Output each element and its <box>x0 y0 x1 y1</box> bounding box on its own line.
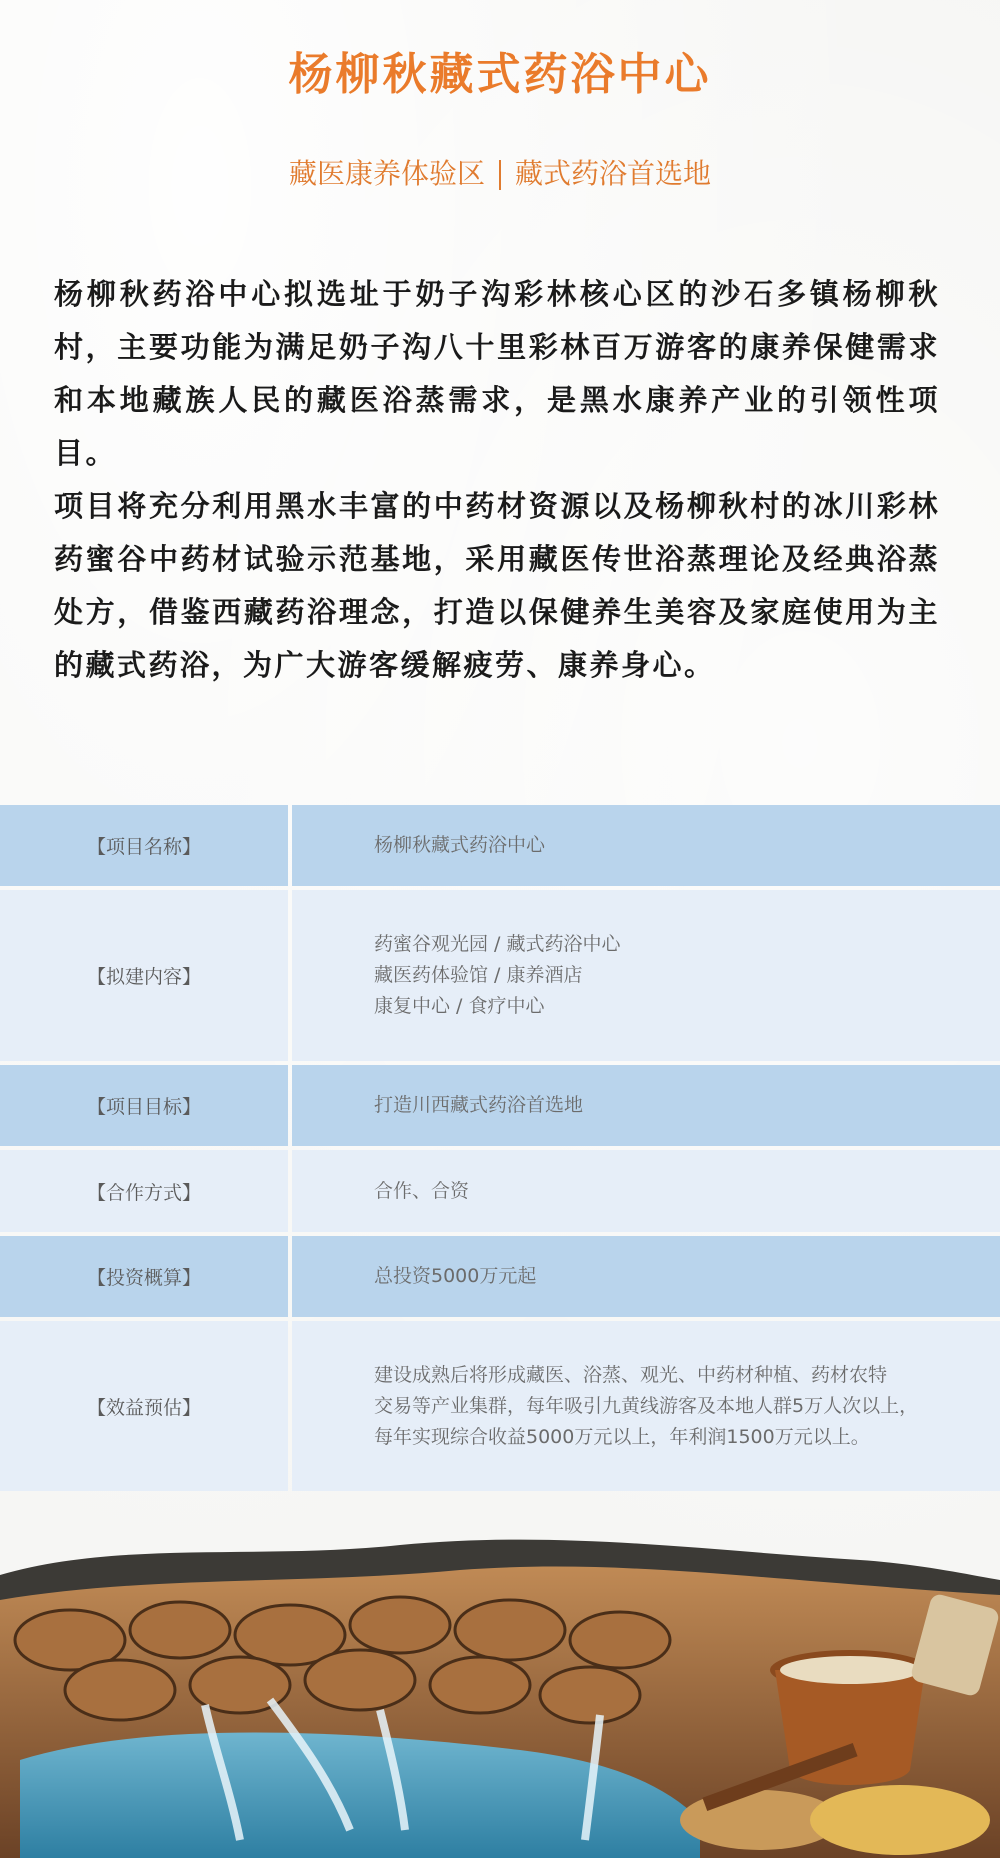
row-value <box>292 1236 1000 1317</box>
row-value <box>292 805 1000 886</box>
row-value <box>292 890 1000 1061</box>
value-line: 杨柳秋藏式药浴中心 <box>374 834 546 856</box>
row-label: 【投资概算】 <box>0 1236 288 1317</box>
value-line: 每年实现综合收益5000万元以上，年利润1500万元以上。 <box>374 1425 870 1448</box>
value-line: 藏医药体验馆 / 康养酒店 <box>374 964 583 986</box>
table-row-cooperation <box>0 1150 1000 1232</box>
value-line: 交易等产业集群，每年吸引九黄线游客及本地人群5万人次以上， <box>374 1394 919 1417</box>
value-line: 药蜜谷观光园 / 藏式药浴中心 <box>374 933 621 955</box>
row-label: 【效益预估】 <box>0 1321 288 1491</box>
project-info-table <box>0 805 1000 1495</box>
row-value <box>292 1065 1000 1146</box>
table-row-benefits <box>0 1321 1000 1491</box>
value-line: 总投资5000万元起 <box>374 1265 537 1287</box>
table-row-planned-content <box>0 890 1000 1061</box>
hot-spring-herbs-photo <box>0 1520 1000 1858</box>
intro-paragraph-2: 项目将充分利用黑水丰富的中药材资源以及杨柳秋村的冰川彩林药蜜谷中药材试验示范基地，采用藏医传世浴蒸理论及经典浴蒸处方，借鉴西藏药浴理念，打造以保健养生美容及家庭使用为主的藏式药浴，为广大游客缓解疲劳、康养身心。 <box>54 489 940 682</box>
table-row-project-name <box>0 805 1000 886</box>
row-label: 【合作方式】 <box>0 1150 288 1232</box>
row-value <box>292 1321 1000 1491</box>
page-subtitle <box>0 152 1000 192</box>
value-line: 合作、合资 <box>374 1179 470 1202</box>
intro-text <box>54 268 940 692</box>
intro-paragraph-1: 杨柳秋药浴中心拟选址于奶子沟彩林核心区的沙石多镇杨柳秋村，主要功能为满足奶子沟八十里彩林百万游客的康养保健需求和本地藏族人民的藏医浴蒸需求，是黑水康养产业的引领性项目。 <box>54 277 940 470</box>
page-title: 杨柳秋藏式药浴中心 <box>288 49 712 100</box>
row-label: 【拟建内容】 <box>0 890 288 1061</box>
table-row-investment <box>0 1236 1000 1317</box>
row-label: 【项目目标】 <box>0 1065 288 1146</box>
value-line: 康复中心 / 食疗中心 <box>374 995 545 1017</box>
value-line: 建设成熟后将形成藏医、浴蒸、观光、中药材种植、药材农特 <box>374 1363 888 1386</box>
row-label: 【项目名称】 <box>0 805 288 886</box>
value-line: 打造川西藏式药浴首选地 <box>374 1094 584 1116</box>
table-row-project-goal <box>0 1065 1000 1146</box>
subtitle-right: 藏式药浴首选地 <box>515 157 712 190</box>
row-value <box>292 1150 1000 1232</box>
subtitle-left: 藏医康养体验区 <box>288 157 485 190</box>
subtitle-divider <box>499 160 501 190</box>
